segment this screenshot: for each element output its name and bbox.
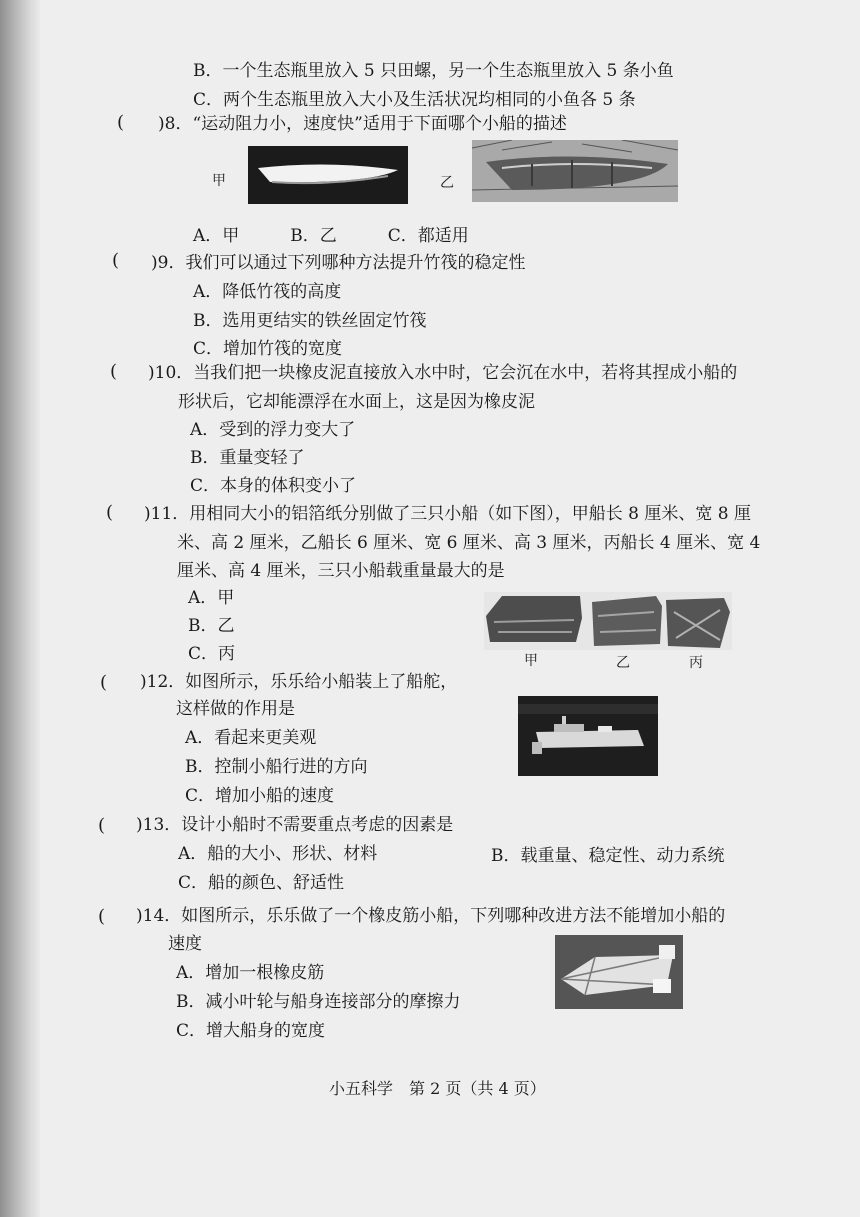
q11-image-label-jia: 甲: [524, 653, 538, 669]
q8-options: A．甲 B．乙 C．都适用: [193, 226, 469, 246]
q11-stem-line2: 米、高 2 厘米，乙船长 6 厘米、宽 6 厘米、高 3 厘米，丙船长 4 厘米、宽 4: [177, 533, 761, 553]
q12-option-a: A．看起来更美观: [185, 728, 317, 748]
q8-image-label-jia: 甲: [212, 173, 226, 189]
q11-option-b: B．乙: [188, 616, 235, 636]
q7-option-c: C．两个生态瓶里放入大小及生活状况均相同的小鱼各 5 条: [193, 90, 636, 110]
q12-stem-line1: )12．如图所示，乐乐给小船装上了船舵，: [140, 672, 458, 692]
q12-stem-line2: 这样做的作用是: [176, 699, 295, 719]
q14-answer-paren[interactable]: (: [98, 906, 106, 927]
q9-stem: )9．我们可以通过下列哪种方法提升竹筏的稳定性: [151, 253, 526, 273]
q11-stem-line1: )11．用相同大小的铝箔纸分别做了三只小船（如下图），甲船长 8 厘米、宽 8 厘: [144, 504, 752, 524]
q9-option-a: A．降低竹筏的高度: [193, 282, 342, 302]
q11-image-label-bing: 丙: [689, 655, 703, 671]
q13-option-a: A．船的大小、形状、材料: [178, 844, 378, 864]
q14-option-c: C．增大船身的宽度: [176, 1021, 326, 1041]
q10-answer-paren[interactable]: (: [110, 361, 118, 382]
q12-answer-paren[interactable]: (: [100, 672, 108, 693]
q9-answer-paren[interactable]: (: [112, 250, 120, 271]
q11-option-a: A．甲: [188, 588, 235, 608]
q11-answer-paren[interactable]: (: [106, 502, 114, 523]
q10-option-a: A．受到的浮力变大了: [190, 420, 356, 440]
q8-answer-paren[interactable]: (: [117, 112, 125, 133]
q13-stem: )13．设计小船时不需要重点考虑的因素是: [136, 815, 454, 835]
q10-stem-line2: 形状后，它却能漂浮在水面上，这是因为橡皮泥: [178, 392, 535, 412]
q7-option-b: B．一个生态瓶里放入 5 只田螺，另一个生态瓶里放入 5 条小鱼: [193, 61, 674, 81]
q14-option-a: A．增加一根橡皮筋: [176, 963, 325, 983]
q13-option-c: C．船的颜色、舒适性: [178, 873, 345, 893]
q14-stem-line2: 速度: [168, 934, 202, 954]
q9-option-b: B．选用更结实的铁丝固定竹筏: [193, 311, 427, 331]
q11-option-c: C．丙: [188, 644, 236, 664]
q12-option-c: C．增加小船的速度: [185, 786, 335, 806]
q8-boat-jia-image: [248, 146, 408, 204]
q8-image-label-yi: 乙: [440, 175, 454, 191]
q8-stem: )8．“运动阻力小，速度快”适用于下面哪个小船的描述: [158, 114, 567, 134]
q14-option-b: B．减小叶轮与船身连接部分的摩擦力: [176, 992, 461, 1012]
q10-stem-line1: )10．当我们把一块橡皮泥直接放入水中时，它会沉在水中，若将其捏成小船的: [148, 363, 738, 383]
q10-option-b: B．重量变轻了: [190, 448, 305, 468]
page-footer: 小五科学 第 2 页（共 4 页）: [329, 1079, 546, 1098]
q11-image-label-yi: 乙: [616, 655, 630, 671]
q12-boat-with-rudder-image: [518, 696, 658, 776]
q13-option-b: B．载重量、稳定性、动力系统: [491, 846, 725, 866]
q10-option-c: C．本身的体积变小了: [190, 476, 357, 496]
q9-option-c: C．增加竹筏的宽度: [193, 339, 343, 359]
q14-rubber-band-boat-image: [555, 935, 683, 1009]
q8-boat-yi-image: [472, 140, 678, 202]
q13-answer-paren[interactable]: (: [98, 815, 106, 836]
q12-option-b: B．控制小船行进的方向: [185, 757, 368, 777]
q11-stem-line3: 厘米、高 4 厘米，三只小船载重量最大的是: [177, 561, 505, 581]
q11-three-boats-image: [484, 592, 732, 650]
q14-stem-line1: )14．如图所示，乐乐做了一个橡皮筋小船，下列哪种改进方法不能增加小船的: [136, 906, 726, 926]
